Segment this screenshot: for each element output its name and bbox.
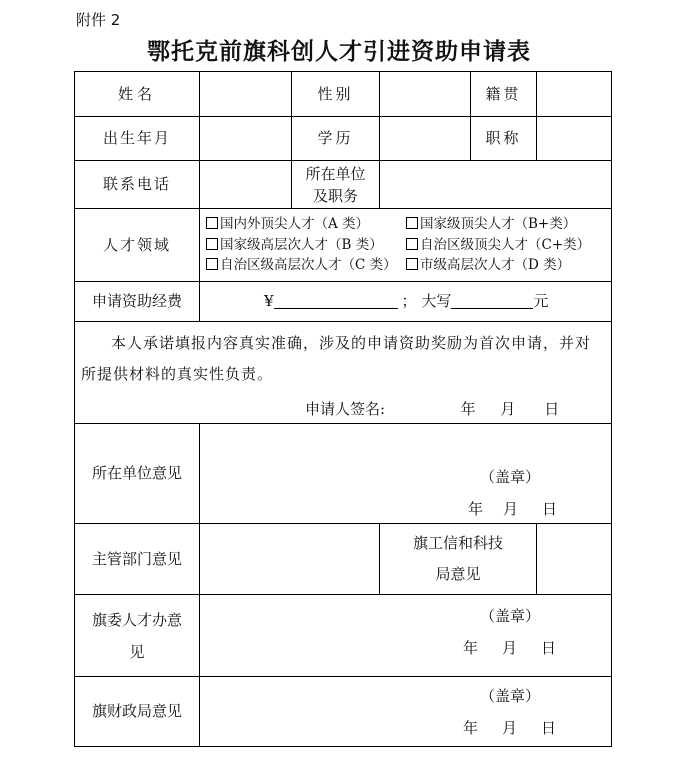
finance-seal: （盖章） <box>480 687 541 705</box>
form-title: 鄂托克前旗科创人才引进资助申请表 <box>147 38 531 65</box>
gender-label: 性别 <box>292 72 380 117</box>
capital-label: ； 大写 <box>401 292 452 311</box>
talent-office-line1: 旗委人才办意 <box>91 610 182 629</box>
employer-seal: （盖章） <box>480 468 541 486</box>
education-label: 学历 <box>292 117 380 161</box>
checkbox-icon[interactable] <box>406 258 418 270</box>
gender-field[interactable] <box>380 72 471 117</box>
employer-label-line1: 所在单位 <box>305 164 366 183</box>
checkbox-icon[interactable] <box>206 258 218 270</box>
checkbox-icon[interactable] <box>406 217 418 229</box>
bureau-label-line1: 旗工信和科技 <box>412 534 503 552</box>
day-label: 日 <box>544 400 560 418</box>
phone-field[interactable] <box>200 161 292 209</box>
employer-label-line2: 及职务 <box>312 186 358 205</box>
talent-option-d[interactable]: 市级高层次人才（D 类） <box>406 257 570 273</box>
capital-amount-field[interactable] <box>451 294 533 309</box>
talent-option-cplus[interactable]: 自治区级顶尖人才（C+类） <box>406 237 590 253</box>
talent-office-opinion-label <box>75 595 200 677</box>
origin-field[interactable] <box>537 72 612 117</box>
applicant-signature-row <box>305 394 559 425</box>
talent-field-label: 人才领域 <box>75 209 200 282</box>
application-form-table <box>74 71 612 747</box>
birth-label: 出生年月 <box>75 117 200 161</box>
talent-office-seal: （盖章） <box>480 607 541 625</box>
talent-option-b[interactable]: 国家级高层次人才（B 类） <box>206 235 406 256</box>
employer-opinion-field[interactable] <box>200 424 612 524</box>
employer-label <box>292 161 380 209</box>
employer-opinion-label: 所在单位意见 <box>75 424 200 524</box>
currency-symbol: ¥ <box>264 292 274 311</box>
name-label: 姓名 <box>75 72 200 117</box>
bureau-opinion-field[interactable] <box>537 524 612 595</box>
talent-office-line2: 见 <box>129 642 145 661</box>
finance-date: 年 月 日 <box>463 719 557 737</box>
yuan-label: 元 <box>533 292 549 311</box>
promise-section <box>75 322 612 424</box>
checkbox-icon[interactable] <box>406 238 418 250</box>
checkbox-icon[interactable] <box>206 238 218 250</box>
talent-option-c[interactable]: 自治区级高层次人才（C 类） <box>206 255 406 276</box>
month-label: 月 <box>500 400 516 418</box>
amount-field[interactable] <box>274 294 398 309</box>
bureau-label-line2: 局意见 <box>435 565 481 583</box>
dept-opinion-label: 主管部门意见 <box>75 524 200 595</box>
funding-label: 申请资助经费 <box>75 282 200 322</box>
employer-date: 年 月 日 <box>468 500 558 518</box>
attachment-label: 附件 2 <box>76 11 121 29</box>
education-field[interactable] <box>380 117 471 161</box>
checkbox-icon[interactable] <box>206 217 218 229</box>
funding-row <box>200 282 612 322</box>
talent-option-bplus[interactable]: 国家级顶尖人才（B+类） <box>406 216 576 232</box>
origin-label: 籍贯 <box>471 72 537 117</box>
talent-office-opinion-field[interactable] <box>200 595 612 677</box>
bureau-opinion-label <box>380 524 537 595</box>
finance-opinion-label: 旗财政局意见 <box>75 677 200 747</box>
name-field[interactable] <box>200 72 292 117</box>
finance-opinion-field[interactable] <box>200 677 612 747</box>
birth-field[interactable] <box>200 117 292 161</box>
talent-options <box>200 209 612 282</box>
job-title-label: 职称 <box>471 117 537 161</box>
dept-opinion-field[interactable] <box>200 524 380 595</box>
employer-field[interactable] <box>380 161 612 209</box>
applicant-signature-label: 申请人签名: <box>305 400 386 418</box>
promise-text: 本人承诺填报内容真实准确，涉及的申请资助奖励为首次申请，并对所提供材料的真实性负责。 <box>81 334 592 383</box>
talent-option-a[interactable]: 国内外顶尖人才（A 类） <box>206 214 406 235</box>
job-title-field[interactable] <box>537 117 612 161</box>
year-label: 年 <box>460 400 476 418</box>
talent-office-date: 年 月 日 <box>463 639 557 657</box>
phone-label: 联系电话 <box>75 161 200 209</box>
